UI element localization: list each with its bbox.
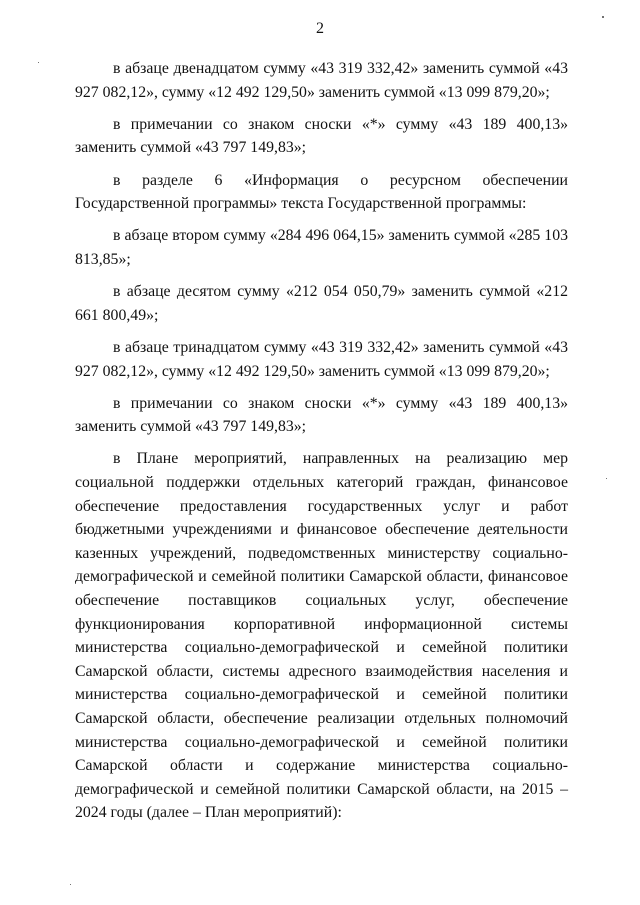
paragraph-7: в примечании со знаком сноски «*» сумму «43 189 400,13» заменить суммой «43 797 149,83»; (75, 394, 568, 436)
paragraph-2: в примечании со знаком сноски «*» сумму «43 189 400,13» заменить суммой «43 797 149,83»; (75, 115, 568, 157)
paragraph-1: в абзаце двенадцатом сумму «43 319 332,42» заменить суммой «43 927 082,12», сумму «12 492 129,50» заменить суммой «13 099 879,20»; (75, 60, 568, 101)
paragraph-3: в разделе 6 «Информация о ресурсном обеспечении Государственной программы» текста Государственной программы: (75, 171, 568, 213)
scan-speck (602, 16, 604, 18)
scan-speck (70, 884, 71, 885)
page-number: 2 (316, 20, 324, 37)
paragraph-8: в Плане мероприятий, направленных на реализацию мер социальной поддержки отдельных категорий граждан, финансовое обеспечение предоставления государственных услуг и работ бюджетными учреждениями и финансовое обеспечение деятельности казенных учреждений, подведомственных министерству социально-демографической и семейной политики Самарской области, финансовое обеспечение поставщиков социальных услуг, обеспечение функционирования корпоративной информационной системы министерства социально-демографической и семейной политики Самарской области, системы адресного взаимодействия населения и министерства социально-демографической и семейной политики Самарской области, обеспечение реализации отдельных полномочий министерства социально-демографической и семейной политики Самарской области и содержание министерства социально-демографической и семейной политики Самарской области, на 2015 – 2024 годы (далее – План мероприятий): (75, 450, 568, 822)
scan-speck (606, 478, 607, 479)
paragraph-6: в абзаце тринадцатом сумму «43 319 332,42» заменить суммой «43 927 082,12», сумму «12 492 129,50» заменить суммой «13 099 879,20»; (75, 338, 568, 380)
paragraph-5: в абзаце десятом сумму «212 054 050,79» заменить суммой «212 661 800,49»; (75, 283, 568, 324)
document-body (75, 57, 568, 834)
paragraph-4: в абзаце втором сумму «284 496 064,15» заменить суммой «285 103 813,85»; (75, 227, 568, 268)
scan-speck (38, 62, 39, 63)
